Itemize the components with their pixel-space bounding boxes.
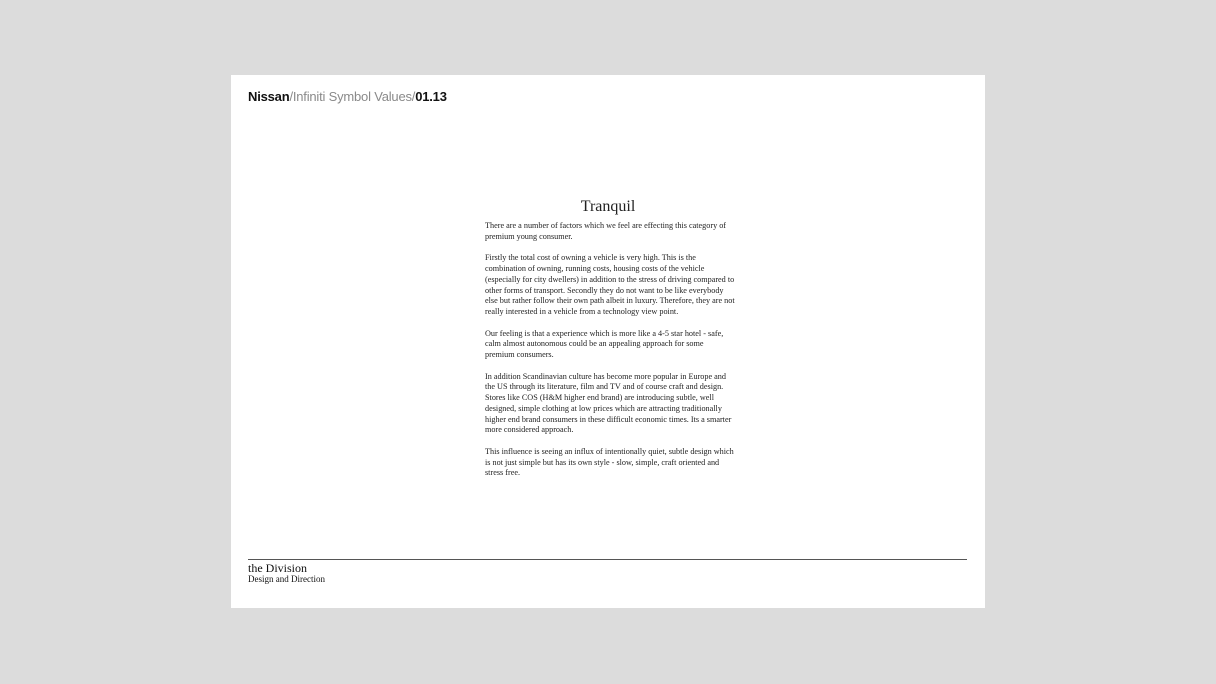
section-title: Tranquil (580, 198, 636, 215)
header-brand: Nissan (248, 89, 290, 104)
footer-divider (248, 559, 967, 560)
footer-company-name: the Division (248, 561, 307, 575)
header-separator: / (289, 89, 293, 104)
header-page-number: 01.13 (415, 89, 447, 104)
main-content (485, 198, 735, 490)
body-paragraph: This influence is seeing an influx of intentionally quiet, subtle design which is not just simple but has its own style - slow, simple, craft oriented and stress free. (485, 446, 734, 478)
body-paragraph: Our feeling is that a experience which is more like a 4-5 star hotel - safe, calm almost autonomous could be an appealing approach for some premium consumers. (485, 328, 724, 359)
header-separator: / (411, 89, 416, 104)
document-page (231, 75, 985, 608)
footer-tagline: Design and Direction (248, 574, 325, 584)
body-paragraph: There are a number of factors which we feel are effecting this category of premium young consumer. (485, 221, 727, 241)
header-subtitle: Infiniti Symbol Values (292, 89, 412, 104)
body-paragraph: Firstly the total cost of owning a vehicle is very high. This is the combination of owning, running costs, housing costs of the vehicle (especially for city dwellers) in addition to the stress of driving compared to other forms of transport. Secondly they do not want to be like everybody else but rather follow their own path albeit in luxury. Therefore, they are not really interested in a vehicle from a technology view point. (485, 253, 735, 316)
body-paragraph: In addition Scandinavian culture has become more popular in Europe and the US through its literature, film and TV and of course craft and design. Stores like COS (H&M higher end brand) are introducing subtle, well designed, simple clothing at low prices which are attracting traditionally higher end brand consumers in these difficult economic times. Its a smarter more considered approach. (485, 371, 732, 435)
page-header (248, 89, 447, 104)
